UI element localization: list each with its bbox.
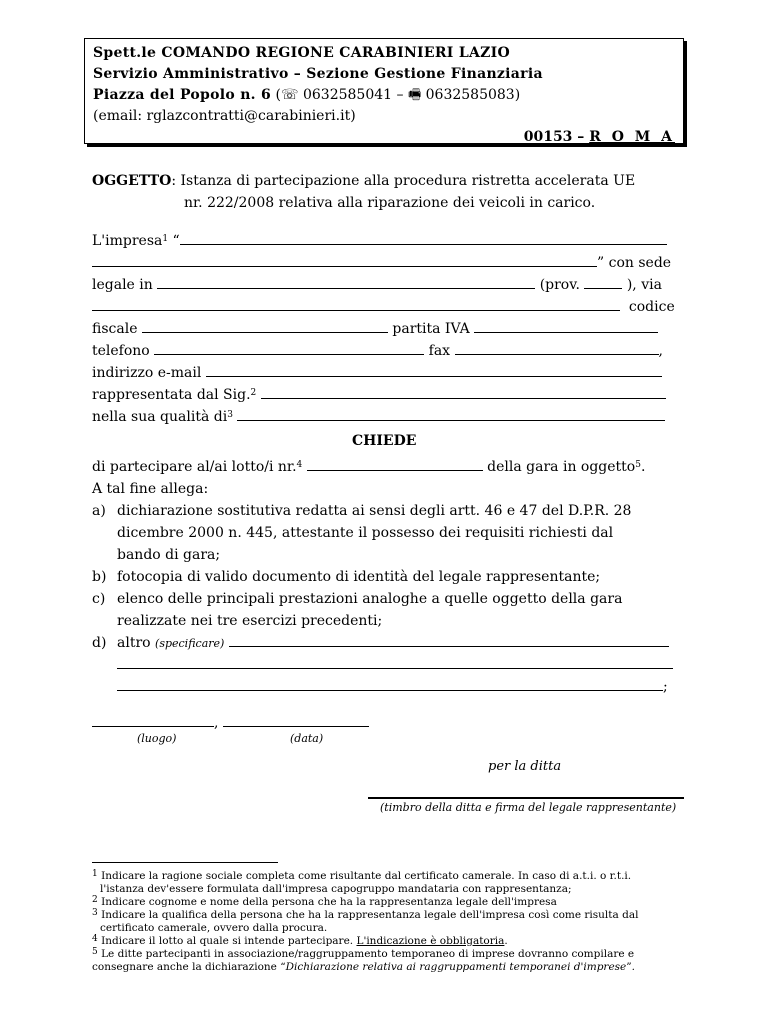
- qualita-label: nella sua qualità di: [92, 409, 228, 425]
- phone-icon: ☏: [281, 87, 299, 103]
- prov-field[interactable]: [584, 274, 622, 289]
- footnote-5: $^5$ Le ditte partecipanti in associazione/raggruppamento temporaneo di imprese dovranno compilare e: [92, 947, 635, 960]
- fiscale-row: [92, 318, 658, 340]
- telefono-label: telefono: [92, 343, 150, 359]
- footnote-5-italic: Dichiarazione relativa ai raggruppamenti temporanei d'imprese: [285, 961, 627, 973]
- codice-label: codice: [628, 299, 675, 315]
- partita-iva-label: partita IVA: [392, 321, 470, 337]
- item-c-label: c): [92, 591, 106, 607]
- rappresentata-row: rappresentata dal Sig.$^2$: [92, 384, 666, 406]
- footnote-divider: [92, 862, 278, 863]
- telefono-field[interactable]: [154, 340, 424, 355]
- con-sede-label: ” con sede: [597, 255, 672, 271]
- fax-label: fax: [428, 343, 451, 359]
- oggetto-line-1: [92, 170, 635, 192]
- telefono-row: telefono fax ,: [92, 340, 663, 362]
- footnote-1-cont: l'istanza dev'essere formulata dall'impresa capogruppo mandataria con rappresentanza;: [100, 883, 572, 895]
- luogo-caption: (luogo): [137, 732, 177, 745]
- lotto-row: di partecipare al/ai lotto/i nr.$^4$ della gara in oggetto$^5$.: [92, 456, 645, 478]
- footnote-1-text: Indicare la ragione sociale completa come risultante dal certificato camerale. In caso di a.t.i. o r.t.i.: [101, 870, 632, 882]
- fax-field[interactable]: [455, 340, 659, 355]
- lotto-field[interactable]: [307, 456, 483, 471]
- altro-row-3: ;: [117, 676, 668, 698]
- oggetto-text-1: : Istanza di partecipazione alla procedura ristretta accelerata UE: [171, 173, 636, 189]
- qualita-row: nella sua qualità $di^3$: [92, 406, 665, 428]
- footnote-2: $^2$ Indicare cognome e nome della persona che ha la rappresentanza legale dell'impresa: [92, 895, 557, 908]
- fiscale-label: fiscale: [92, 321, 138, 337]
- qualita-field[interactable]: [237, 406, 665, 421]
- item-b-label: b): [92, 569, 107, 585]
- item-c-line-1: elenco delle principali prestazioni analoghe a quelle oggetto della gara: [117, 591, 623, 607]
- altro-field-2[interactable]: [117, 654, 673, 669]
- impresa-field[interactable]: [180, 230, 667, 245]
- item-c-line-2: realizzate nei tre esercizi precedenti;: [117, 613, 383, 629]
- prov-label: (prov.: [539, 277, 580, 293]
- via-row: [92, 296, 675, 318]
- via-field[interactable]: [92, 296, 620, 311]
- footnote-5-cont: [92, 961, 635, 974]
- footnote-3: $^3$ Indicare la qualifica della persona che ha la rappresentanza legale dell'impresa così come risulta dal: [92, 908, 639, 921]
- codice-fiscale-field[interactable]: [142, 318, 388, 333]
- impresa-label: L'impresa: [92, 233, 163, 249]
- footnote-4-underlined: L'indicazione è obbligatoria: [356, 935, 505, 947]
- item-a-line-2: dicembre 2000 n. 445, attestante il possesso dei requisiti richiesti dal: [117, 525, 614, 541]
- legale-row: [92, 274, 662, 296]
- recipient-cap: 00153 –: [523, 129, 585, 145]
- chiede-heading: CHIEDE: [352, 433, 417, 449]
- recipient-line-2: Servizio Amministrativo – Sezione Gestione Finanziaria: [93, 66, 543, 82]
- recipient-phone: 0632585041: [302, 87, 393, 103]
- partita-iva-field[interactable]: [474, 318, 658, 333]
- oggetto-text-2: nr. 222/2008 relativa alla riparazione dei veicoli in carico.: [184, 195, 596, 211]
- impresa-field-cont[interactable]: [92, 252, 597, 267]
- item-b-line-1: fotocopia di valido documento di identità del legale rappresentante;: [117, 569, 601, 585]
- recipient-box: Spett.le COMANDO REGIONE CARABINIERI LAZIO Servizio Amministrativo – Sezione Gestione Finanziaria Piazza del Popolo n. 6 (☏ 0632585041 – 🖷 0632585083) (email: rglazcontratti@carabinieri.it) 00153 – R O M A: [84, 38, 684, 144]
- footnote-2-text: Indicare cognome e nome della persona che ha la rappresentanza legale dell'impresa: [101, 896, 557, 908]
- recipient-line-1: Spett.le COMANDO REGIONE CARABINIERI LAZIO: [93, 45, 510, 61]
- recipient-address: Piazza del Popolo n. 6: [93, 87, 272, 103]
- fax-icon: 🖷: [407, 87, 422, 103]
- data-caption: (data): [290, 732, 324, 745]
- item-a-line-3: bando di gara;: [117, 547, 221, 563]
- item-d-label: d): [92, 635, 107, 651]
- footnote-4-text: Indicare il lotto al quale si intende partecipare.: [101, 935, 354, 947]
- altro-row-2: [117, 654, 673, 676]
- legale-in-label: legale in: [92, 277, 153, 293]
- via-label: ), via: [626, 277, 662, 293]
- specificare-label: (specificare): [155, 637, 225, 650]
- footnote-3-text: Indicare la qualifica della persona che ha la rappresentanza legale dell'impresa così come risulta dal: [101, 909, 639, 921]
- sede-row: [92, 252, 671, 274]
- altro-field-1[interactable]: [229, 632, 669, 647]
- oggetto-label: OGGETTO: [92, 173, 172, 189]
- item-d-row: [117, 632, 669, 655]
- footnote-5-text: Le ditte partecipanti in associazione/raggruppamento temporaneo di imprese dovranno compilare e: [101, 948, 635, 960]
- footnote-3-cont: certificato camerale, ovvero dalla procura.: [100, 922, 328, 934]
- recipient-fax: 0632585083: [425, 87, 515, 103]
- email-row: [92, 362, 662, 384]
- footnote-1: $^1$ Indicare la ragione sociale completa come risultante dal certificato camerale. In caso di a.t.i. o r.t.i.: [92, 869, 632, 882]
- timbro-caption: (timbro della ditta e firma del legale rappresentante): [380, 801, 677, 814]
- altro-field-3[interactable]: [117, 676, 663, 691]
- rappresentata-label: rappresentata dal Sig.: [92, 387, 251, 403]
- luogo-field[interactable]: [92, 712, 214, 727]
- email-field[interactable]: [206, 362, 662, 377]
- place-date-row: ,: [92, 712, 369, 734]
- impresa-row: L'impresa$^1$ “: [92, 230, 667, 252]
- rappresentante-field[interactable]: [261, 384, 666, 399]
- per-ditta-label: per la ditta: [488, 759, 562, 774]
- recipient-city: R O M A: [589, 129, 675, 145]
- gara-label: della gara in oggetto: [487, 459, 636, 475]
- data-field[interactable]: [223, 712, 369, 727]
- footnote-5-text-b: consegnare anche la dichiarazione “: [92, 961, 286, 973]
- recipient-email: (email: rglazcontratti@carabinieri.it): [93, 108, 356, 124]
- legale-in-field[interactable]: [157, 274, 535, 289]
- footnote-5-end: ”.: [626, 961, 635, 973]
- item-a-line-1: dichiarazione sostitutiva redatta ai sensi degli artt. 46 e 47 del D.P.R. 28: [117, 503, 632, 519]
- email-label: indirizzo e-mail: [92, 365, 202, 381]
- altro-label: altro: [117, 635, 151, 651]
- item-a-label: a): [92, 503, 106, 519]
- allega-label: A tal fine allega:: [92, 481, 209, 497]
- partecipare-label: di partecipare al/ai lotto/i nr.: [92, 459, 297, 475]
- footnote-4: $^4$ Indicare il lotto al quale si intende partecipare. L'indicazione è obbligatoria.: [92, 934, 508, 947]
